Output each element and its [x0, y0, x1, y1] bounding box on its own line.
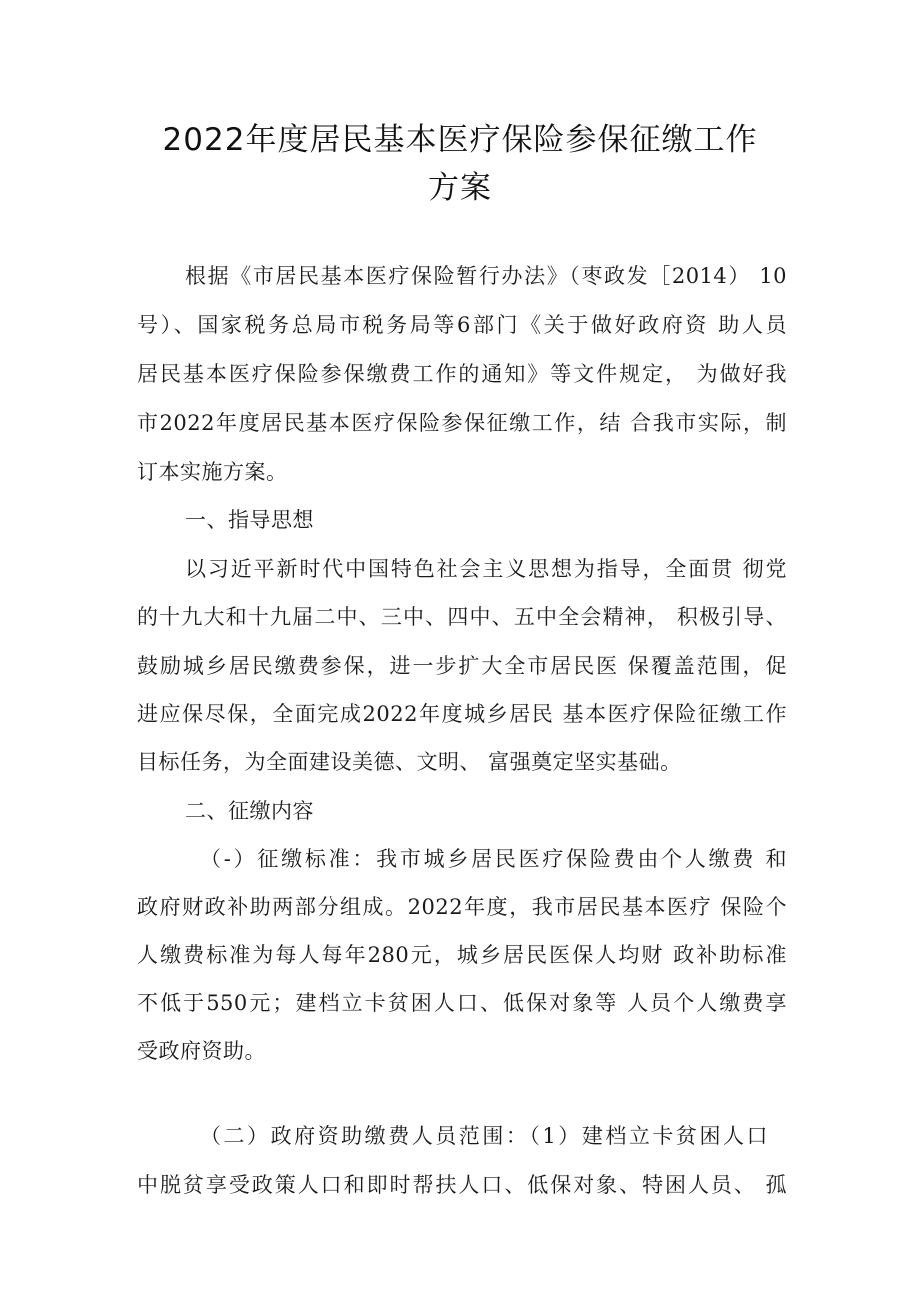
paragraph-line: （-）征缴标准：我市城乡居民医疗保险费由个人缴费 和	[200, 847, 787, 871]
paragraph-line: 进应保尽保，全面完成2022年度城乡居民 基本医疗保险征缴工作	[137, 702, 787, 726]
paragraph-line: 中脱贫享受政策人口和即时帮扶人口、低保对象、特困人员、 孤	[137, 1173, 787, 1197]
paragraph-line: 受政府资助。	[137, 1039, 266, 1063]
paragraph-line: 订本实施方案。	[137, 460, 288, 484]
paragraph-line: （二）政府资助缴费人员范围：（1）建档立卡贫困人口	[200, 1124, 768, 1148]
paragraph-line: 政府财政补助两部分组成。2022年度，我市居民基本医疗 保险个	[137, 895, 787, 919]
paragraph-line: 居民基本医疗保险参保缴费工作的通知》等文件规定， 为做好我	[137, 362, 787, 386]
paragraph-line: 目标任务，为全面建设美德、文明、 富强奠定坚实基础。	[137, 750, 682, 774]
paragraph-line: 不低于550元；建档立卡贫困人口、低保对象等 人员个人缴费享	[137, 991, 787, 1015]
document-title-line-2: 方案	[428, 170, 492, 206]
paragraph-line: 市2022年度居民基本医疗保险参保征缴工作，结 合我市实际，制	[137, 411, 787, 435]
paragraph-line: 的十九大和十九届二中、三中、四中、五中全会精神， 积极引导、	[137, 605, 787, 629]
section-heading: 一、指导思想	[185, 508, 314, 532]
paragraph-line: 人缴费标准为每人每年280元，城乡居民医保人均财 政补助标准	[137, 943, 787, 967]
paragraph-line: 根据《市居民基本医疗保险暂行办法》（枣政发［2014） 10	[185, 264, 787, 288]
paragraph-line: 号）、国家税务总局市税务局等6部门《关于做好政府资 助人员	[137, 313, 787, 337]
section-heading: 二、征缴内容	[185, 799, 314, 823]
document-title-line-1: 2022年度居民基本医疗保险参保征缴工作	[162, 122, 758, 158]
paragraph-line: 鼓励城乡居民缴费参保，进一步扩大全市居民医 保覆盖范围，促	[137, 654, 787, 678]
paragraph-line: 以习近平新时代中国特色社会主义思想为指导，全面贯 彻党	[185, 557, 787, 581]
